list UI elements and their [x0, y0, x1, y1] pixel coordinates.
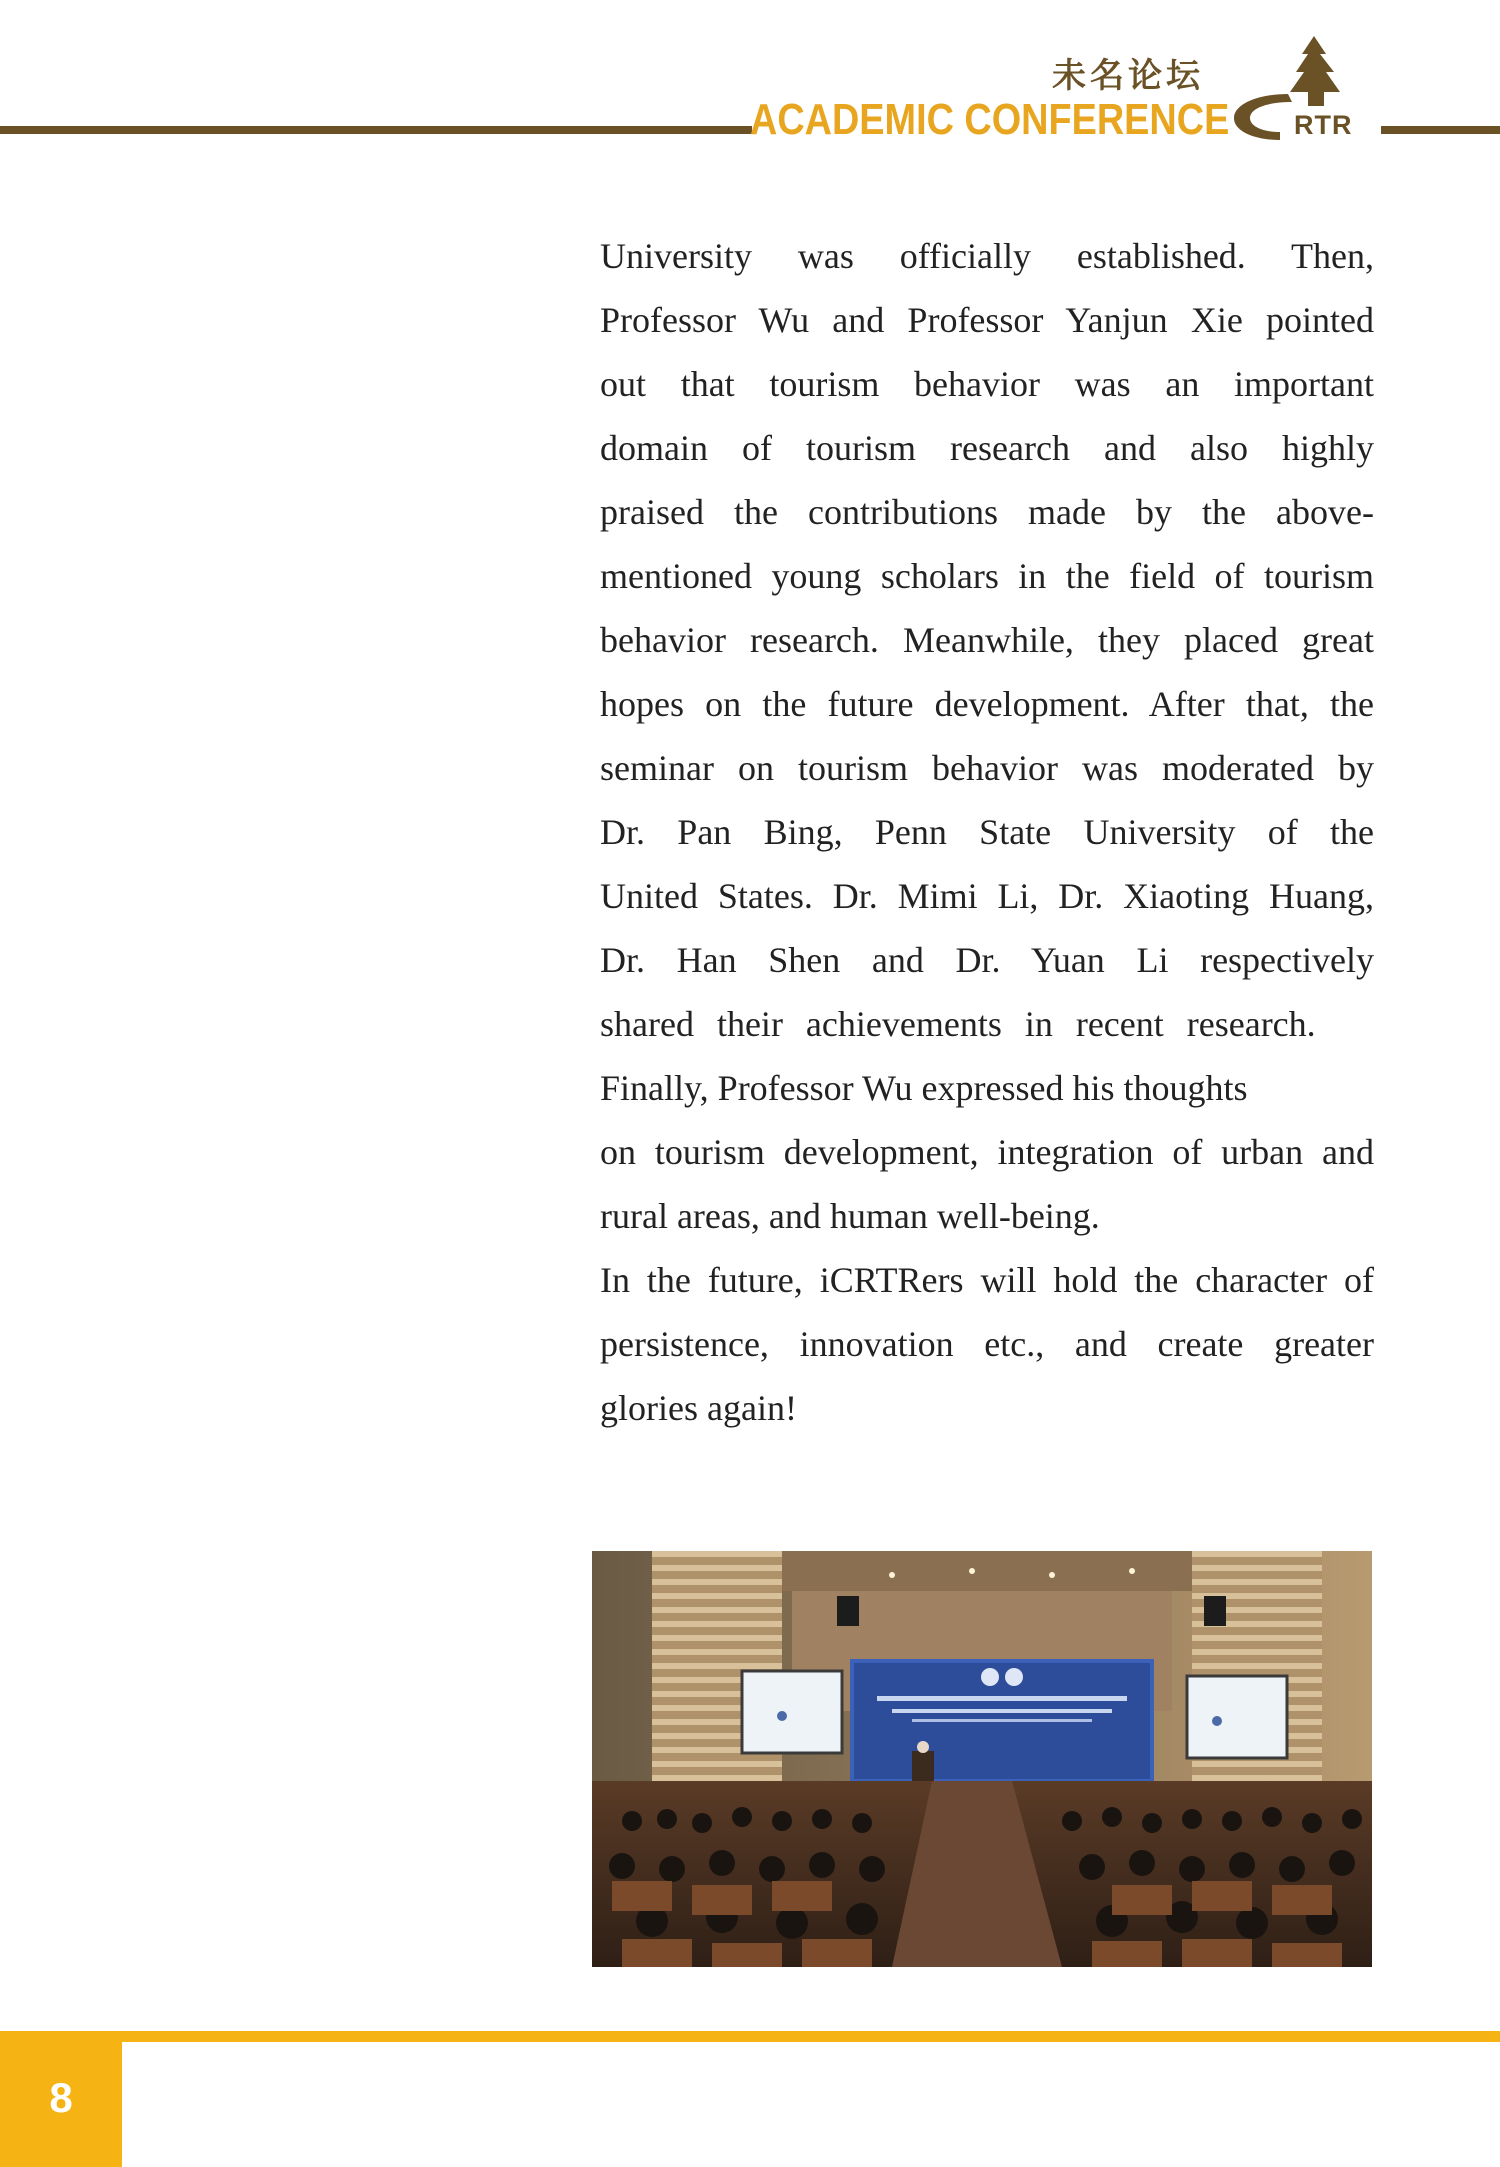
text-line: University was officially established. Then,	[600, 236, 1374, 276]
conference-photo-illustration	[592, 1551, 1372, 1967]
text-line: Finally, Professor Wu expressed his thoughts	[600, 1068, 1248, 1108]
conference-hall-photo	[592, 1551, 1372, 1967]
page-header	[0, 0, 1500, 150]
logo-text: RTR	[1294, 110, 1353, 140]
text-line: mentioned young scholars in the field of tourism	[600, 556, 1374, 596]
text-line: rural areas, and human well-being.	[600, 1196, 1100, 1236]
page-number: 8	[49, 2074, 73, 2121]
header-title-chinese: 未名论坛	[1052, 56, 1204, 96]
text-line: In the future, iCRTRers will hold the character of	[600, 1260, 1374, 1300]
header-title-english: ACADEMIC CONFERENCE	[750, 95, 1230, 144]
text-line: Dr. Han Shen and Dr. Yuan Li respectively	[600, 940, 1374, 980]
text-line: United States. Dr. Mimi Li, Dr. Xiaoting Huang,	[600, 876, 1374, 916]
text-line: glories again!	[600, 1388, 797, 1428]
text-line: out that tourism behavior was an important	[600, 364, 1374, 404]
text-line: praised the contributions made by the above-	[600, 492, 1374, 532]
text-line: shared their achievements in recent research.	[600, 1004, 1316, 1044]
text-line: Dr. Pan Bing, Penn State University of the	[600, 812, 1374, 852]
footer-bar	[0, 2031, 1500, 2042]
text-line: Professor Wu and Professor Yanjun Xie pointed	[600, 300, 1374, 340]
icrtr-logo	[1228, 36, 1380, 144]
text-line: behavior research. Meanwhile, they placed great	[600, 620, 1374, 660]
header-rule-right	[1381, 126, 1500, 134]
header-rule-left	[0, 126, 752, 134]
article-body	[600, 224, 1374, 1440]
text-line: seminar on tourism behavior was moderated by	[600, 748, 1374, 788]
text-line: on tourism development, integration of urban and	[600, 1132, 1374, 1172]
paragraph-main	[600, 224, 1374, 1248]
text-line: hopes on the future development. After that, the	[600, 684, 1374, 724]
text-line: persistence, innovation etc., and create greater	[600, 1324, 1374, 1364]
paragraph-closing	[600, 1248, 1374, 1440]
text-line: domain of tourism research and also highly	[600, 428, 1374, 468]
